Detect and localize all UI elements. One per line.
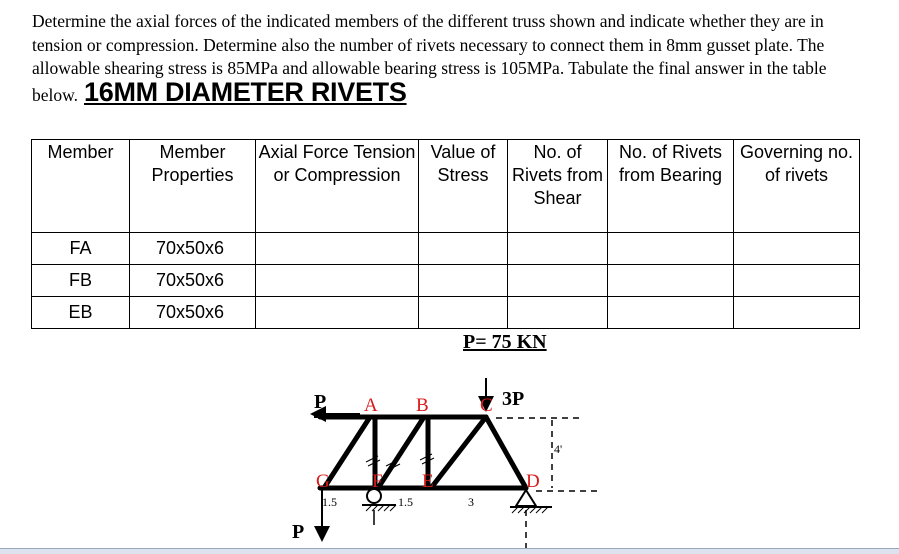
answer-cell[interactable] <box>419 265 508 297</box>
table-row <box>32 297 860 329</box>
node-label-d: D <box>526 471 540 492</box>
node-label-a: A <box>364 395 378 416</box>
load-label-3p: 3P <box>502 388 525 410</box>
rivet-diameter-heading: 16MM DIAMETER RIVETS <box>84 76 407 107</box>
dimension-lines <box>496 418 600 548</box>
member-cell: FB <box>32 265 130 297</box>
answer-cell[interactable] <box>734 265 860 297</box>
window-bottom-edge <box>0 548 899 554</box>
answer-cell[interactable] <box>608 265 734 297</box>
header-governing-rivets: Governing no. of rivets <box>734 140 860 233</box>
node-label-f: F <box>372 471 383 492</box>
member-ga <box>324 417 370 488</box>
properties-cell: 70x50x6 <box>130 265 256 297</box>
problem-statement <box>32 10 872 107</box>
answer-cell[interactable] <box>508 297 608 329</box>
dimension-left: 1.5 <box>322 495 337 509</box>
answer-cell[interactable] <box>508 265 608 297</box>
answer-cell[interactable] <box>419 297 508 329</box>
header-rivets-shear: No. of Rivets from Shear <box>508 140 608 233</box>
answer-cell[interactable] <box>608 233 734 265</box>
answer-cell[interactable] <box>734 297 860 329</box>
answer-cell[interactable] <box>734 233 860 265</box>
member-cd <box>486 417 526 488</box>
table-row <box>32 265 860 297</box>
table-row <box>32 233 860 265</box>
answer-cell[interactable] <box>508 233 608 265</box>
answer-cell[interactable] <box>419 233 508 265</box>
dimension-middle: 1.5 <box>398 495 413 509</box>
dimension-height: 4' <box>554 442 563 456</box>
node-label-g: G <box>316 471 330 492</box>
pin-support-icon <box>516 490 536 506</box>
load-value-label: P= 75 KN <box>463 331 547 353</box>
answer-cell[interactable] <box>256 297 419 329</box>
properties-cell: 70x50x6 <box>130 297 256 329</box>
member-ec <box>431 417 486 488</box>
truss-figure <box>292 370 610 548</box>
properties-cell: 70x50x6 <box>130 233 256 265</box>
member-fb <box>378 417 424 488</box>
answer-cell[interactable] <box>608 297 734 329</box>
supports <box>362 489 552 525</box>
load-label-p-bottom: P <box>292 521 305 543</box>
table-header-row <box>32 140 860 233</box>
dimension-right: 3 <box>468 495 474 509</box>
problem-text: Determine the axial forces of the indicated members of the different truss shown and indicate whether they are in tension or compression. Determine also the number of rivets necessary to connect them in 8mm gusset plate. The allowable shearing stress is 85MPa and allowable bearing stress is 105MPa. Tabulate the final answer in the table below. <box>32 11 827 105</box>
load-label-p-top: P <box>314 391 327 413</box>
answer-cell[interactable] <box>256 233 419 265</box>
node-label-b: B <box>416 395 429 416</box>
header-member-properties: Member Properties <box>130 140 256 233</box>
header-axial-force: Axial Force Tension or Compression <box>256 140 419 233</box>
member-cell: EB <box>32 297 130 329</box>
header-rivets-bearing: No. of Rivets from Bearing <box>608 140 734 233</box>
header-value-of-stress: Value of Stress <box>419 140 508 233</box>
header-member: Member <box>32 140 130 233</box>
answer-table <box>31 139 860 329</box>
member-cell: FA <box>32 233 130 265</box>
node-label-c: C <box>480 395 493 416</box>
node-label-e: E <box>422 471 434 492</box>
answer-cell[interactable] <box>256 265 419 297</box>
